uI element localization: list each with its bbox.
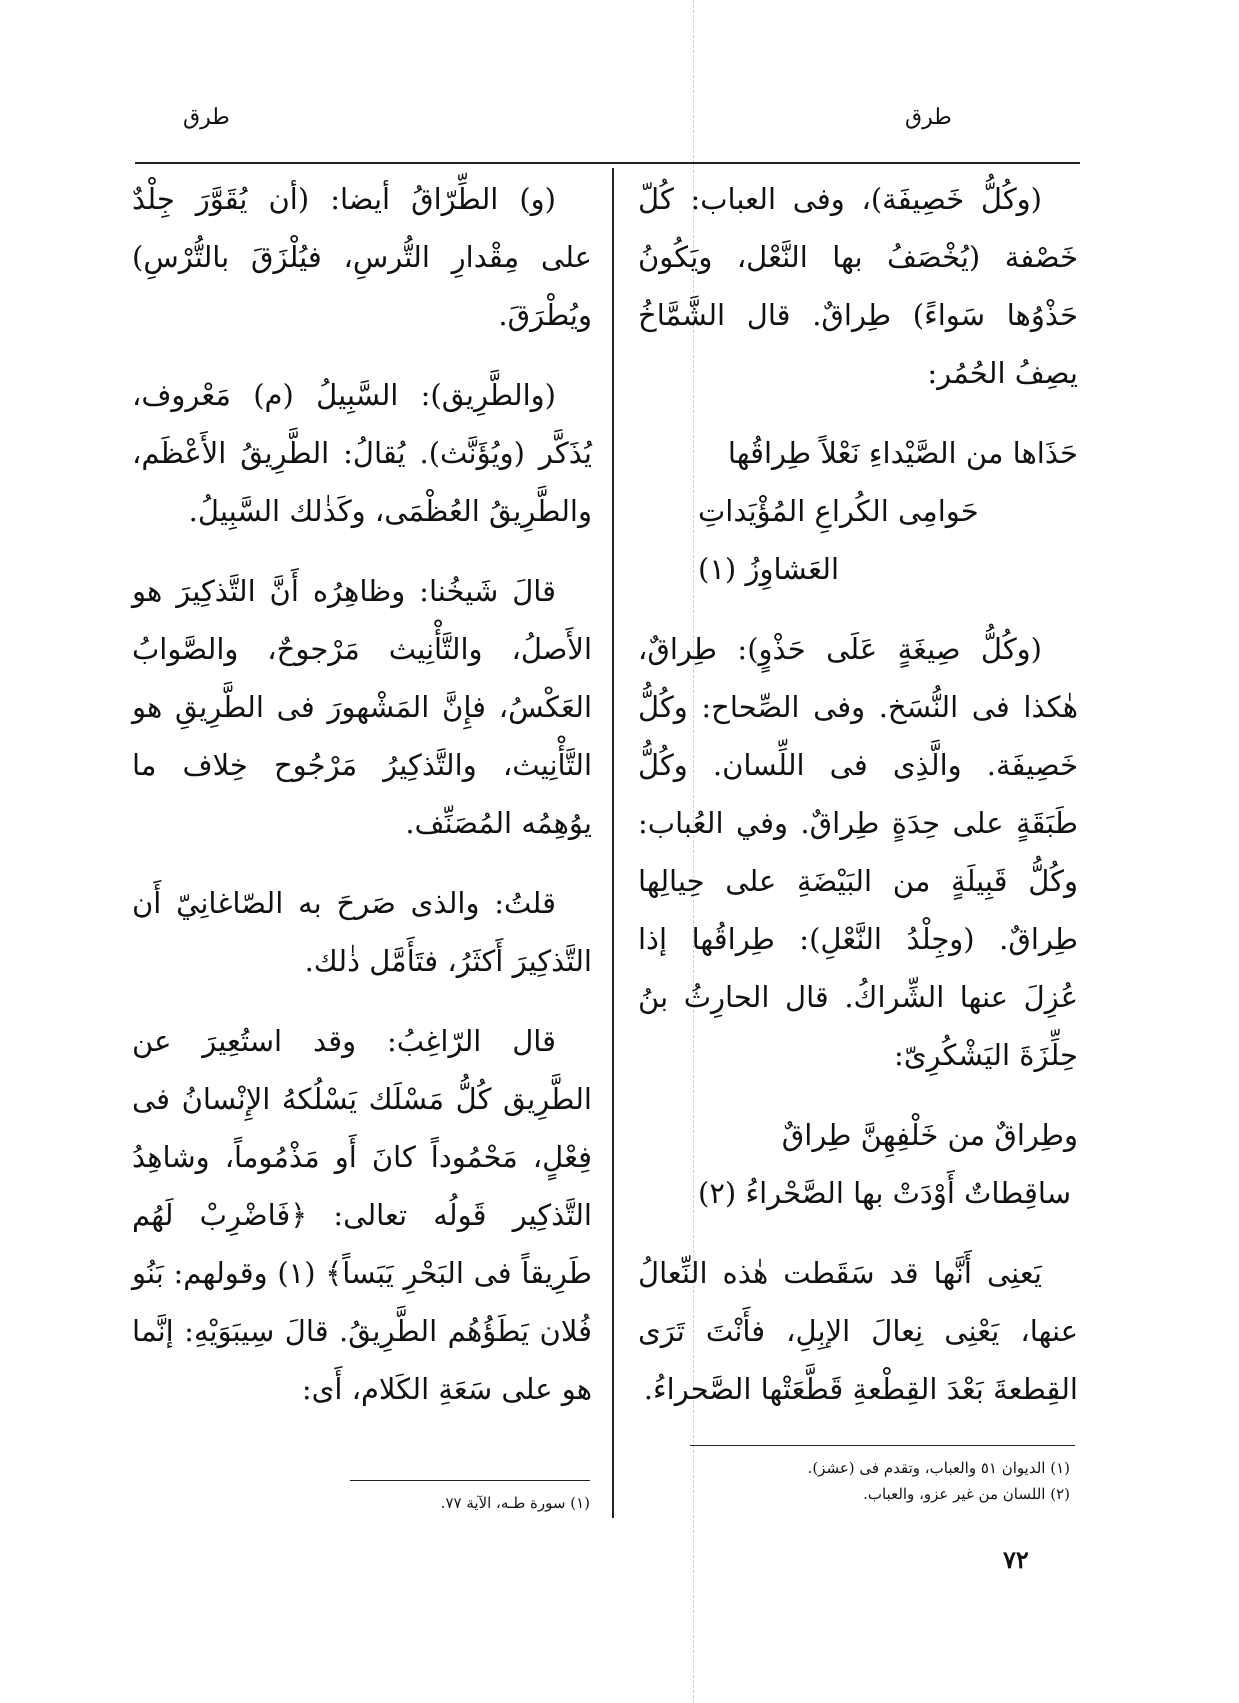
header-rule — [135, 162, 1080, 164]
paragraph: (والطَّرِيق): السَّبِيلُ (م) مَعْروف، يُذَكَّر (ويُؤَنَّث). يُقالُ: الطَّرِيقُ الأَعْظَم، والطَّرِيقُ العُظْمَى، وكَذٰلك السَّبِيلُ. — [132, 378, 592, 528]
column-separator — [612, 168, 614, 1518]
paragraph: (وكُلُّ خَصِيفَة)، وفى العباب: كُلّ خَصْفة (يُخْصَفُ بها النَّعْل، ويَكُونُ حَذْوُها سَواءً) طِراقٌ. قال الشَّمَّاخُ يصِفُ الحُمُر: — [638, 182, 1078, 390]
verse-line: حَوامِى الكُراعِ المُؤْيَداتِ العَشاوِزُ (١) — [698, 494, 979, 586]
footnote-rule-right — [690, 1445, 1075, 1446]
footnote-rule-left — [350, 1480, 590, 1481]
paragraph: (و) الطِّرّاقُ أيضا: (أن يُقَوَّرَ جِلْدٌ على مِقْدارِ التُّرسِ، فيُلْزَقَ بالتُّرْسِ) ويُطْرَقَ. — [132, 182, 592, 332]
paragraph: قال الرّاغِبُ: وقد استُعِيرَ عن الطَّرِيق كُلُّ مَسْلَك يَسْلُكهُ الإِنْسانُ فى فِعْلٍ، مَحْمُوداً كانَ أَو مَذْمُوماً، وشاهِدُ التَّذكِير قَولُه تعالى: ﴿فَاضْرِبْ لَهُم طَرِيقاً فى البَحْرِ يَبَساً﴾ (١) وقولهم: بَنُو فُلان يَطَؤُهُم الطَّرِيقُ. قالَ سِيبَوَيْهِ: إنَّما هو على سَعَةِ الكَلام، أَى: — [132, 1024, 592, 1406]
footnote: (٢) اللسان من غير عزو، والعباب. — [863, 1485, 1070, 1503]
header-word-left: طرق — [183, 105, 230, 130]
paragraph: (وكُلُّ صِيغَةٍ عَلَى حَذْوٍ): طِراقٌ، هٰكذا فى النُّسَخ. وفى الصِّحاح: وكُلُّ خَصِيفَة. والَّذِى فى اللِّسان. وكُلُّ طَبَقَةٍ على حِدَةٍ طِراقٌ. وفي العُباب: وكُلُّ قَبِيلَةٍ من البَيْضَةِ على حِيالِها طِراقٌ. (وجِلْدُ النَّعْلِ): طِراقُها إذا عُزِلَ عنها الشِّراكُ. قال الحارِثُ بنُ حِلِّزَةَ اليَشْكُرِىّ: — [638, 632, 1078, 1072]
right-column — [638, 170, 1078, 1440]
header-word-right: طرق — [905, 105, 952, 130]
footnote: (١) الديوان ٥١ والعباب، وتقدم فى (عشز). — [807, 1459, 1070, 1477]
paragraph: قالَ شَيخُنا: وظاهِرُه أَنَّ التَّذكِيرَ هو الأَصلُ، والتَّأْنِيث مَرْجوحٌ، والصَّوابُ العَكْسُ، فإِنَّ المَشْهورَ فى الطَّرِيقِ هو التَّأْنِيث، والتَّذكِيرُ مَرْجُوح خِلاف ما يوُهِمُه المُصَنِّف. — [132, 574, 592, 840]
footnotes-right — [660, 1455, 1070, 1507]
paragraph: قلتُ: والذى صَرحَ به الصّاغانِيّ أَن التَّذكِيرَ أَكثَرُ، فتَأَمَّل ذٰلك. — [132, 886, 592, 978]
verse-line: ساقِطاتٌ أَوْدَتْ بها الصَّحْراءُ (٢) — [698, 1176, 1072, 1210]
left-column — [132, 170, 592, 1440]
verse-line: حَذَاها من الصَّيْداءِ نَعْلاً طِراقُها — [727, 436, 1078, 470]
page-number: ٧٢ — [1003, 1545, 1029, 1574]
verse-line: وطِراقٌ من خَلْفِهِنَّ طِراقٌ — [781, 1118, 1078, 1152]
footnote: (١) سورة طـه، الآية ٧٧. — [440, 1494, 590, 1512]
paragraph: يَعنِى أَنَّها قد سَقَطت هٰذه النِّعالُ عنها، يَعْنِى نِعالَ الإبِلِ، فأَنْتَ تَرَى القِطعةَ بَعْدَ القِطْعةِ قَطَّعَتْها الصَّحراءُ. — [638, 1256, 1078, 1406]
footnotes-left — [300, 1490, 590, 1516]
